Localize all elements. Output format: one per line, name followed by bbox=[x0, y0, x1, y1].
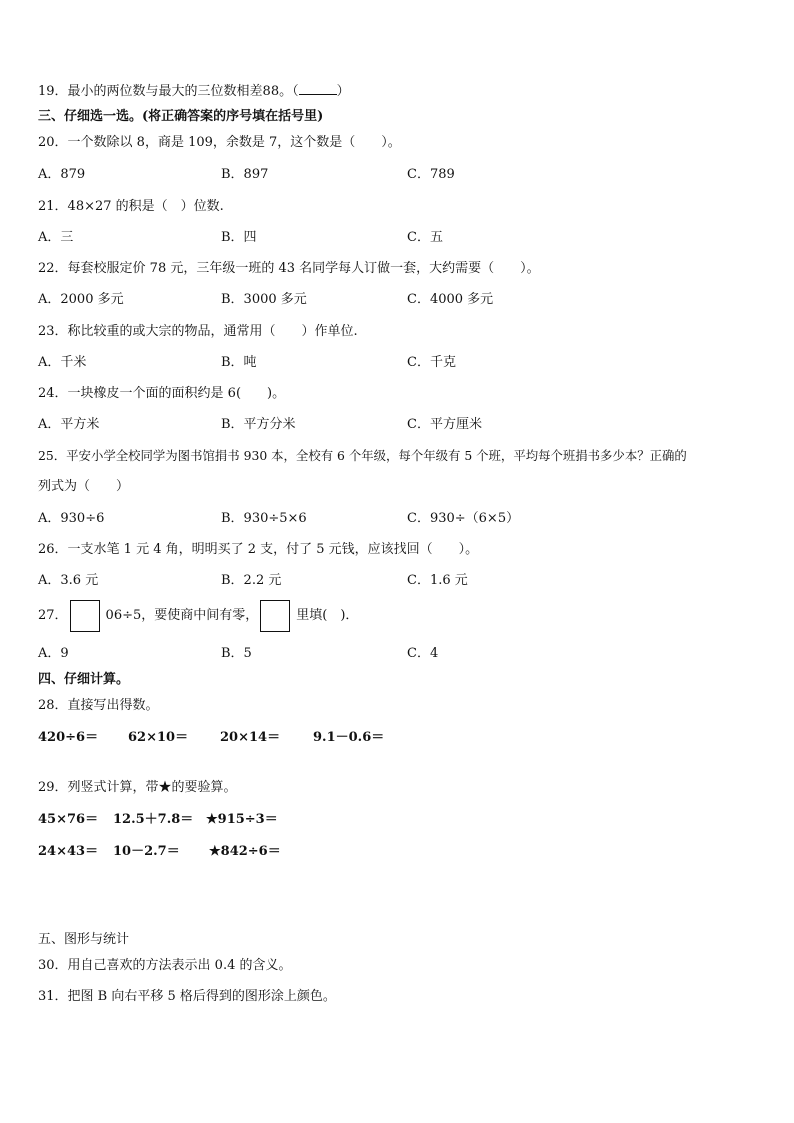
question-23-stem: 23．称比较重的或大宗的物品，通常用（ ）作单位. bbox=[38, 324, 358, 339]
question-27-prefix: 27． bbox=[38, 608, 68, 623]
question-24-stem: 24．一块橡皮一个面的面积约是 6( )。 bbox=[38, 386, 286, 401]
question-20-stem: 20．一个数除以 8，商是 109，余数是 7，这个数是（ ）。 bbox=[38, 135, 401, 150]
q26-option-a: A．3.6 元 bbox=[38, 573, 99, 588]
q29-row2-item-2: 10－2.7＝ bbox=[113, 844, 180, 859]
question-27-suffix: 里填( )． bbox=[296, 608, 359, 623]
question-26-stem: 26．一支水笔 1 元 4 角，明明买了 2 支，付了 5 元钱，应该找回（ ）。 bbox=[38, 542, 479, 557]
q28-item-4: 9.1－0.6＝ bbox=[313, 730, 385, 745]
q23-option-a: A．千米 bbox=[38, 355, 87, 370]
q25-option-b: B．930÷5×6 bbox=[221, 511, 307, 526]
q26-option-b: B．2.2 元 bbox=[221, 573, 282, 588]
question-25-stem-line2: 列式为（ ） bbox=[38, 479, 130, 494]
question-19 bbox=[38, 82, 350, 101]
q28-item-3: 20×14＝ bbox=[220, 730, 281, 745]
q22-option-a: A．2000 多元 bbox=[38, 292, 124, 307]
question-27-middle: 06÷5，要使商中间有零， bbox=[105, 608, 259, 623]
question-30: 30．用自己喜欢的方法表示出 0.4 的含义。 bbox=[38, 958, 292, 973]
question-21-stem: 21．48×27 的积是（ ）位数. bbox=[38, 199, 224, 214]
answer-blank[interactable] bbox=[299, 82, 337, 95]
q29-row2-item-1: 24×43＝ bbox=[38, 844, 99, 859]
section-4-heading: 四、仔细计算。 bbox=[38, 672, 130, 687]
q21-option-a: A．三 bbox=[38, 230, 74, 245]
digit-box[interactable] bbox=[70, 600, 100, 632]
q28-item-2: 62×10＝ bbox=[128, 730, 189, 745]
question-29-stem: 29．列竖式计算，带★的要验算。 bbox=[38, 780, 237, 795]
q26-option-c: C．1.6 元 bbox=[407, 573, 468, 588]
q24-option-b: B．平方分米 bbox=[221, 417, 296, 432]
q29-row1-item-3: ★915÷3＝ bbox=[206, 812, 278, 827]
question-19-text: 19．最小的两位数与最大的三位数相差88。（ bbox=[38, 84, 299, 99]
question-27 bbox=[38, 599, 358, 633]
question-19-close: ） bbox=[336, 84, 350, 99]
q28-item-1: 420÷6＝ bbox=[38, 730, 99, 745]
q21-option-b: B．四 bbox=[221, 230, 257, 245]
q22-option-c: C．4000 多元 bbox=[407, 292, 494, 307]
q20-option-a: A．879 bbox=[38, 167, 86, 182]
q24-option-c: C．平方厘米 bbox=[407, 417, 482, 432]
q27-option-c: C．4 bbox=[407, 646, 439, 661]
question-25-stem-line1: 25．平安小学全校同学为图书馆捐书 930 本，全校有 6 个年级，每个年级有 5 个班，平均每个班捐书多少本？正确的 bbox=[38, 448, 687, 463]
q27-option-a: A．9 bbox=[38, 646, 69, 661]
q25-option-c: C．930÷（6×5） bbox=[407, 511, 520, 526]
question-22-stem: 22．每套校服定价 78 元，三年级一班的 43 名同学每人订做一套，大约需要（ ）。 bbox=[38, 261, 540, 276]
q23-option-b: B．吨 bbox=[221, 355, 257, 370]
q29-row1-item-1: 45×76＝ bbox=[38, 812, 99, 827]
q23-option-c: C．千克 bbox=[407, 355, 456, 370]
q25-option-a: A．930÷6 bbox=[38, 511, 105, 526]
q22-option-b: B．3000 多元 bbox=[221, 292, 307, 307]
section-3-heading: 三、仔细选一选。(将正确答案的序号填在括号里) bbox=[38, 109, 324, 124]
q29-row2-item-3: ★842÷6＝ bbox=[209, 844, 281, 859]
q20-option-c: C．789 bbox=[407, 167, 455, 182]
digit-box-reference bbox=[260, 600, 290, 632]
section-5-heading: 五、图形与统计 bbox=[38, 932, 130, 947]
q20-option-b: B．897 bbox=[221, 167, 269, 182]
question-31: 31．把图 B 向右平移 5 格后得到的图形涂上颜色。 bbox=[38, 989, 336, 1004]
question-28-stem: 28．直接写出得数。 bbox=[38, 698, 159, 713]
q27-option-b: B．5 bbox=[221, 646, 252, 661]
q29-row1-item-2: 12.5＋7.8＝ bbox=[113, 812, 194, 827]
q21-option-c: C．五 bbox=[407, 230, 443, 245]
q24-option-a: A．平方米 bbox=[38, 417, 100, 432]
